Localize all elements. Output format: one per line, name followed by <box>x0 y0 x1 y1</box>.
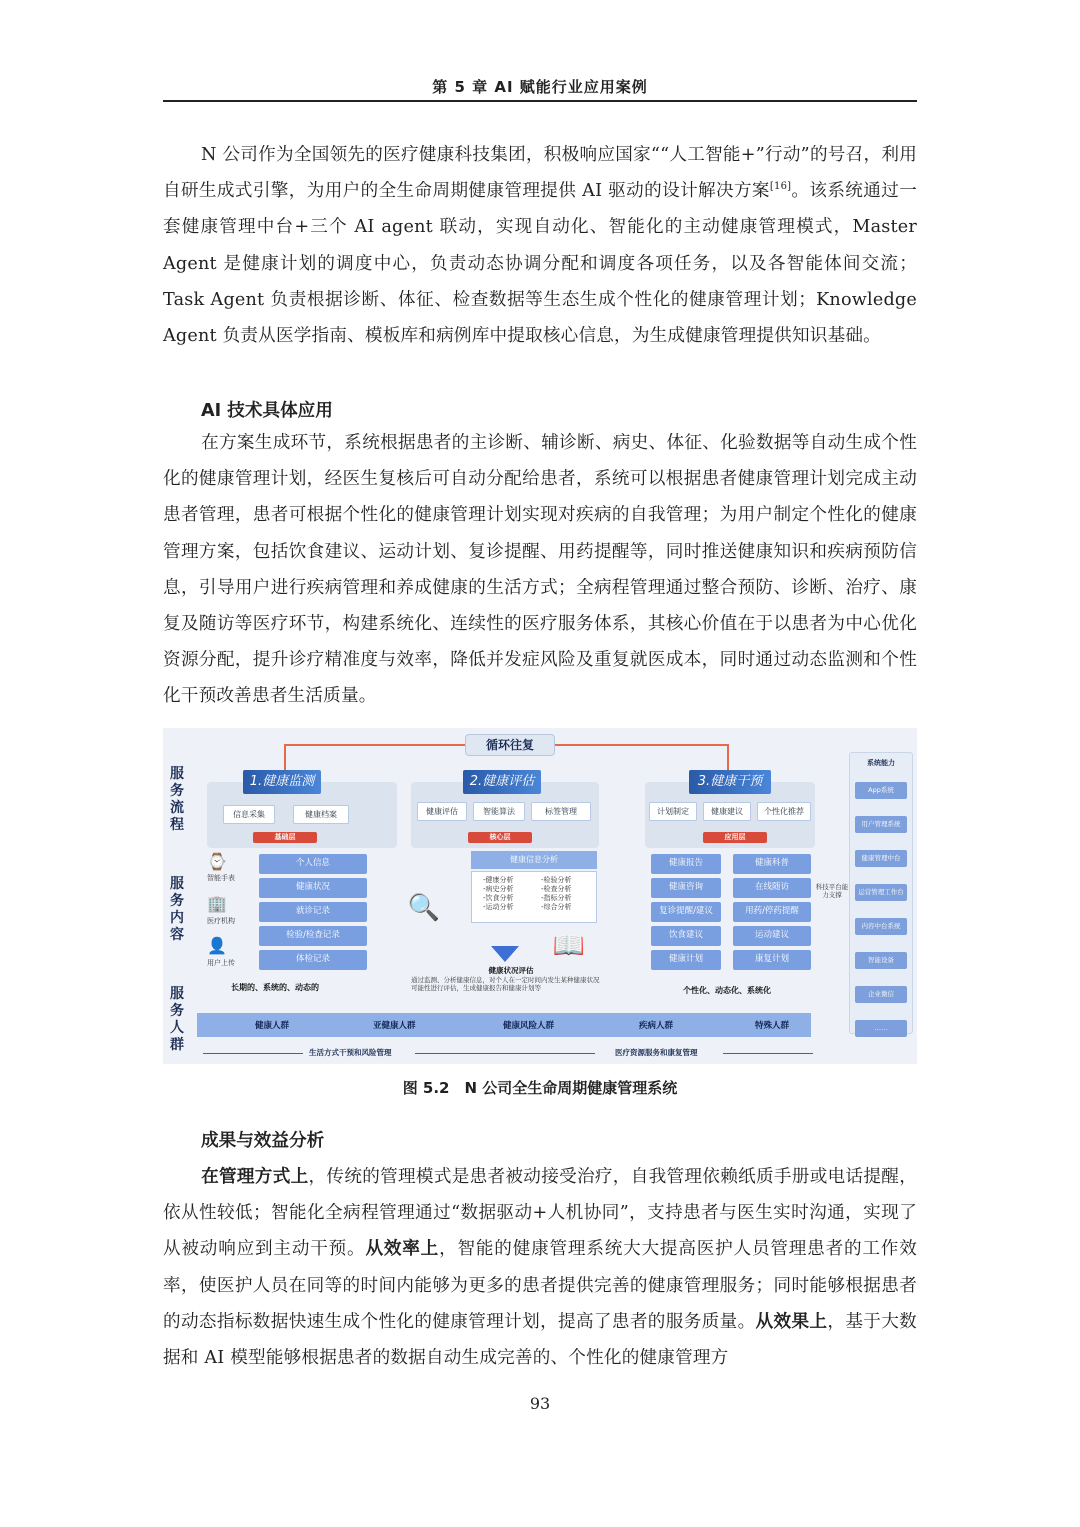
pill-info-collect: 信息采集 <box>223 805 275 824</box>
system-item: 智能设备 <box>855 952 907 969</box>
row-label-crowd: 服务人群 <box>170 986 184 1053</box>
eval-right-item: -综合分析 <box>541 903 572 911</box>
eval-left-item: -运动分析 <box>483 903 514 911</box>
paragraph-intro <box>163 137 917 354</box>
bottom-label-left: 生活方式干预和风险管理 <box>309 1048 392 1057</box>
citation-ref: [16] <box>769 181 792 193</box>
monitor-item: 个人信息 <box>259 854 367 874</box>
page-number: 93 <box>529 1394 551 1413</box>
down-arrow-icon <box>491 946 519 962</box>
paragraph-results <box>163 1159 917 1376</box>
intervention-right-item: 用药/停药提醒 <box>733 902 811 922</box>
system-title: 系统能力 <box>867 759 895 767</box>
paragraph-application <box>163 425 917 715</box>
section-heading-ai-application: AI 技术具体应用 <box>201 401 333 421</box>
watch-icon: ⌚ <box>207 852 227 871</box>
monitor-item: 健康状况 <box>259 878 367 898</box>
intervention-left-item: 健康报告 <box>651 854 721 874</box>
results-text-2: ，智能的健康管理系统大大提高医护人员管理患者的工作效率，使医护人员在同等的时间内能够为更多的患者提供完善的健康管理服务；同时能够根据患者的动态指标数据快速生成个性化的健康管理计划，提高了患者的服务质量。 <box>163 1239 917 1332</box>
device-user-label: 用户上传 <box>207 959 235 967</box>
page-header: 第 5 章 AI 赋能行业应用案例 <box>163 76 917 102</box>
results-bold-3: 从效果上 <box>755 1311 828 1332</box>
bottom-arrow-mid-line <box>415 1053 595 1054</box>
system-item: 内容中台系统 <box>855 918 907 935</box>
intervention-right-item: 在线随访 <box>733 878 811 898</box>
pill-health-eval: 健康评估 <box>417 802 467 821</box>
intervention-right-item: 运动建议 <box>733 926 811 946</box>
eval-left-item: -病史分析 <box>483 885 514 893</box>
row-label-process: 服务流程 <box>170 766 184 833</box>
monitor-item: 检验/检查记录 <box>259 926 367 946</box>
health-management-diagram <box>163 728 917 1064</box>
intervention-left-item: 健康计划 <box>651 950 721 970</box>
eval-left-list <box>483 876 514 912</box>
hospital-icon: 🏢 <box>207 894 227 913</box>
system-item: …… <box>855 1020 907 1037</box>
device-hospital-label: 医疗机构 <box>207 917 235 925</box>
eval-left-item: -饮食分析 <box>483 894 514 902</box>
stage-monitor-title: 1.健康监测 <box>243 770 321 794</box>
layer-application: 应用层 <box>703 832 767 843</box>
crowd-healthy: 健康人群 <box>255 1021 290 1031</box>
intervention-note: 个性化、动态化、系统化 <box>683 986 771 995</box>
pill-personal-rec: 个性化推荐 <box>757 802 811 821</box>
system-item: App系统 <box>855 782 907 799</box>
intervention-right-item: 健康科普 <box>733 854 811 874</box>
results-text-1: ，传统的管理模式是患者被动接受治疗，自我管理依赖纸质手册或电话提醒，依从性较低；智能化全病程管理通过“数据驱动+人机协同”，支持患者与医生实时沟通，实现了从被动响应到主动干预。 <box>163 1167 918 1260</box>
application-text: 在方案生成环节，系统根据患者的主诊断、辅诊断、病史、体征、化验数据等自动生成个性化的健康管理计划，经医生复核后可自动分配给患者，系统可以根据患者健康管理计划完成主动患者管理，患者可根据个性化的健康管理计划实现对疾病的自我管理；为用户制定个性化的健康管理方案，包括饮食建议、运动计划、复诊提醒、用药提醒等，同时推送健康知识和疾病预防信息，引导用户进行疾病管理和养成健康的生活方式；全病程管理通过整合预防、诊断、治疗、康复及随访等医疗环节，构建系统化、连续性的医疗服务体系，其核心价值在于以患者为中心优化资源分配，提升诊疗精准度与效率，降低并发症风险及重复就医成本，同时通过动态监测和个性化干预改善患者生活质量。 <box>163 433 917 707</box>
intervention-left-item: 饮食建议 <box>651 926 721 946</box>
book-icon: 📖 <box>552 931 586 961</box>
intervention-right-item: 康复计划 <box>733 950 811 970</box>
system-item: 运营管理工作台 <box>855 884 907 901</box>
monitor-note: 长期的、系统的、动态的 <box>231 983 319 992</box>
eval-title: 健康信息分析 <box>471 851 597 869</box>
eval-left-item: -健康分析 <box>483 876 514 884</box>
bottom-label-right: 医疗资源服务和康复管理 <box>615 1048 698 1057</box>
pill-health-advice: 健康建议 <box>703 802 751 821</box>
figure-caption: 图 5.2 N 公司全生命周期健康管理系统 <box>402 1079 678 1097</box>
user-icon: 👤 <box>207 936 227 955</box>
intervention-left-item: 健康咨询 <box>651 878 721 898</box>
eval-note: 通过监测、分析健康信息，对个人在一定时间内发生某种健康状况可能性进行评估，生成健康报告和健康计划等 <box>411 976 600 992</box>
eval-status: 健康状况评估 <box>488 966 534 975</box>
section-heading-results: 成果与效益分析 <box>201 1131 325 1151</box>
eval-right-list <box>541 876 572 912</box>
results-bold-2: 从效率上 <box>365 1239 440 1260</box>
stage-intervene-title: 3.健康干预 <box>689 770 771 794</box>
eval-right-item: -检查分析 <box>541 885 572 893</box>
tech-support-label: 科技平台能力支撑 <box>815 883 849 899</box>
magnifier-icon: 🔍 <box>407 893 441 923</box>
results-text-3: ，基于大数据和 AI 模型能够根据患者的数据自动生成完善的、个性化的健康管理方 <box>163 1311 917 1369</box>
intro-text-part2: 。该系统通过一套健康管理中台+三个 AI agent 联动，实现自动化、智能化的主动健康管理模式，Master Agent 是健康计划的调度中心，负责动态协调分配和调度各项任务，以及各智能体间交流；Task Agent 负责根据诊断、体征、检查数据等生态生成个性化的健康管理计划；Knowledge Agent 负责从医学指南、模板库和病例库中提取核心信息，为生成健康管理提供知识基础。 <box>163 181 917 347</box>
intervention-left-item: 复诊提醒/建议 <box>651 902 721 922</box>
results-bold-1: 在管理方式上 <box>201 1167 309 1187</box>
monitor-item: 就诊记录 <box>259 902 367 922</box>
layer-base: 基础层 <box>253 832 317 843</box>
pill-smart-algo: 智能算法 <box>473 802 525 821</box>
bottom-arrow-left-line <box>203 1053 303 1054</box>
eval-right-item: -指标分析 <box>541 894 572 902</box>
eval-right-item: -检验分析 <box>541 876 572 884</box>
layer-core: 核心层 <box>468 832 532 843</box>
intro-text-part1: N 公司作为全国领先的医疗健康科技集团，积极响应国家““人工智能+”行动”的号召，利用自研生成式引擎，为用户的全生命周期健康管理提供 AI 驱动的设计解决方案 <box>163 145 917 202</box>
stage-eval-title: 2.健康评估 <box>463 770 541 794</box>
row-label-content: 服务内容 <box>170 876 184 943</box>
system-item: 健康管理中台 <box>855 850 907 867</box>
crowd-subhealthy: 亚健康人群 <box>373 1021 416 1031</box>
pill-health-record: 健康档案 <box>293 805 349 824</box>
crowd-risk: 健康风险人群 <box>503 1021 555 1031</box>
crowd-disease: 疾病人群 <box>639 1021 674 1031</box>
device-watch-label: 智能手表 <box>207 874 235 882</box>
crowd-special: 特殊人群 <box>755 1021 790 1031</box>
monitor-item: 体检记录 <box>259 950 367 970</box>
pill-plan-make: 计划制定 <box>649 802 697 821</box>
system-item: 企业微信 <box>855 986 907 1003</box>
cycle-label: 循环往复 <box>465 734 555 756</box>
pill-tag-mgmt: 标签管理 <box>531 802 591 821</box>
system-item: 用户管理系统 <box>855 816 907 833</box>
bottom-arrow-right-line <box>723 1053 813 1054</box>
